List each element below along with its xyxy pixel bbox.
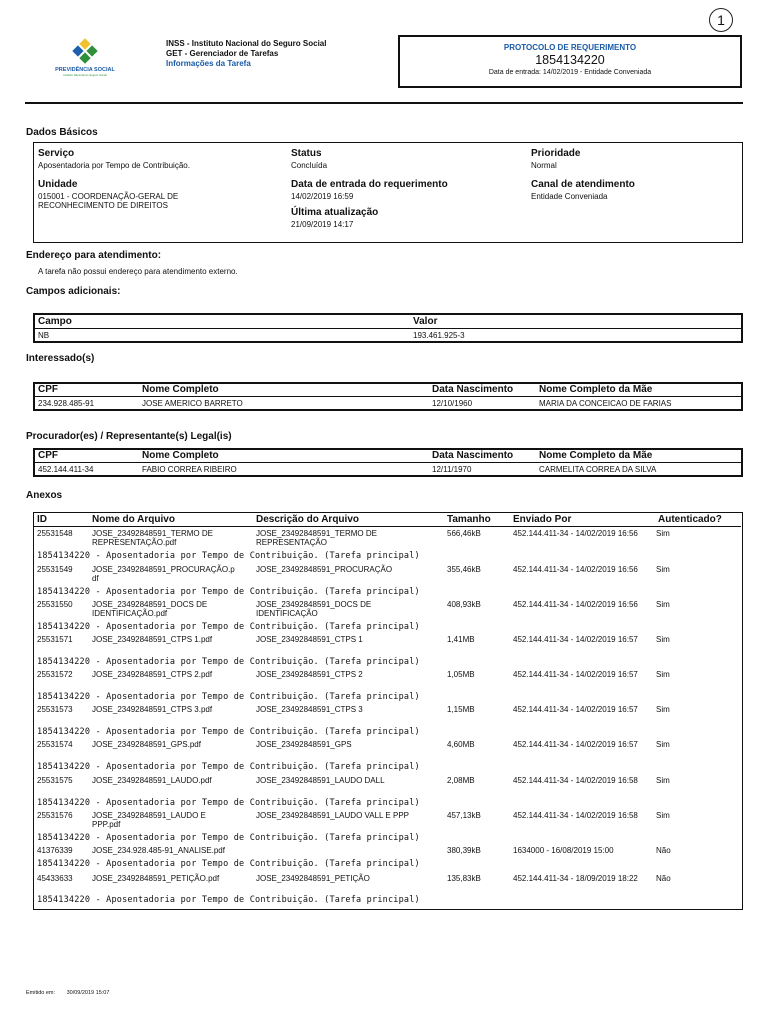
status-value: Concluída [291,161,328,170]
procuradores-table [33,448,743,477]
int-col-nome: Nome Completo [142,384,219,395]
footer-value: 30/09/2019 15:07 [66,990,110,996]
attachment-task-line: 1854134220 - Aposentadoria por Tempo de Contribuição. (Tarefa principal) [37,833,420,843]
attachment-sender: 452.144.411-34 - 14/02/2019 16:58 [513,811,638,820]
attachment-description: JOSE_23492848591_LAUDO DALL [256,776,385,785]
attachment-sender: 452.144.411-34 - 14/02/2019 16:57 [513,635,638,644]
anx-col-autenticado: Autenticado? [658,514,722,525]
attachment-authenticated: Sim [656,740,670,749]
attachment-authenticated: Não [656,846,671,855]
attachment-task-line: 1854134220 - Aposentadoria por Tempo de Contribuição. (Tarefa principal) [37,895,420,905]
protocol-box [398,35,742,88]
attachment-description-cont: REPRESENTAÇÃO [256,538,327,547]
proc-nasc: 12/11/1970 [432,465,472,474]
header-divider [25,102,743,104]
footer [26,990,109,996]
attachment-description: JOSE_23492848591_PROCURAÇÃO [256,565,393,574]
prioridade-label: Prioridade [531,148,581,159]
proc-col-nasc: Data Nascimento [432,450,514,461]
anx-col-tamanho: Tamanho [447,514,491,525]
page-number: 1 [709,8,733,32]
previdencia-logo [48,38,123,78]
proc-cpf: 452.144.411-34 [38,465,94,474]
attachment-description: JOSE_23492848591_LAUDO VALL E PPP [256,811,409,820]
system-name: GET - Gerenciador de Tarefas [166,49,279,58]
attachment-size: 4,60MB [447,740,475,749]
ultima-value: 21/09/2019 14:17 [291,220,354,229]
attachment-task-line: 1854134220 - Aposentadoria por Tempo de Contribuição. (Tarefa principal) [37,657,420,667]
dados-basicos-title: Dados Básicos [26,127,98,138]
attachment-task-line: 1854134220 - Aposentadoria por Tempo de Contribuição. (Tarefa principal) [37,762,420,772]
dados-basicos-box [33,142,743,243]
attachment-filename: JOSE_23492848591_LAUDO E [92,811,206,820]
attachment-size: 1,05MB [447,670,475,679]
attachment-id: 41376339 [37,846,73,855]
campos-col-campo: Campo [38,316,72,327]
unidade-value-2: RECONHECIMENTO DE DIREITOS [38,201,168,210]
campos-header-line [35,328,741,329]
attachment-authenticated: Sim [656,529,670,538]
attachment-sender: 452.144.411-34 - 14/02/2019 16:57 [513,670,638,679]
attachment-sender: 452.144.411-34 - 18/09/2019 18:22 [513,874,638,883]
interessados-table [33,382,743,411]
int-nome: JOSE AMERICO BARRETO [142,399,243,408]
anx-col-desc: Descrição do Arquivo [256,514,359,525]
attachment-sender: 452.144.411-34 - 14/02/2019 16:56 [513,565,638,574]
attachment-task-line: 1854134220 - Aposentadoria por Tempo de Contribuição. (Tarefa principal) [37,859,420,869]
attachment-filename: JOSE_23492848591_CTPS 1.pdf [92,635,213,644]
attachment-id: 25531574 [37,740,73,749]
canal-value: Entidade Conveniada [531,192,608,201]
institute-name: INSS - Instituto Nacional do Seguro Social [166,39,327,48]
attachment-description: JOSE_23492848591_DOCS DE [256,600,372,609]
attachment-size: 135,83kB [447,874,481,883]
attachment-task-line: 1854134220 - Aposentadoria por Tempo de Contribuição. (Tarefa principal) [37,587,420,597]
attachment-id: 25531576 [37,811,73,820]
attachment-filename: JOSE_23492848591_PETIÇÃO.pdf [92,874,220,883]
anx-col-enviado: Enviado Por [513,514,572,525]
attachment-task-line: 1854134220 - Aposentadoria por Tempo de Contribuição. (Tarefa principal) [37,551,420,561]
attachment-filename: JOSE_23492848591_DOCS DE [92,600,208,609]
attachment-size: 566,46kB [447,529,481,538]
attachment-filename: JOSE_23492848591_LAUDO.pdf [92,776,212,785]
int-col-nasc: Data Nascimento [432,384,514,395]
attachment-size: 1,41MB [447,635,475,644]
attachment-task-line: 1854134220 - Aposentadoria por Tempo de Contribuição. (Tarefa principal) [37,622,420,632]
logo-text: PREVIDÊNCIA SOCIAL [55,67,115,73]
attachment-authenticated: Sim [656,776,670,785]
attachment-filename-cont: IDENTIFICAÇÃO.pdf [92,609,168,618]
attachment-size: 1,15MB [447,705,475,714]
attachment-description: JOSE_23492848591_PETIÇÃO [256,874,370,883]
previdencia-logo-icon [48,38,123,78]
attachment-authenticated: Não [656,874,671,883]
attachment-filename: JOSE_23492848591_CTPS 3.pdf [92,705,213,714]
attachment-task-line: 1854134220 - Aposentadoria por Tempo de Contribuição. (Tarefa principal) [37,727,420,737]
attachment-authenticated: Sim [656,600,670,609]
logo-subtext: Instituto Nacional do Seguro Social [63,73,107,77]
proc-header-line [35,462,741,463]
attachment-description-cont: IDENTIFICAÇÃO [256,609,318,618]
attachment-filename-cont: df [92,574,99,583]
attachment-authenticated: Sim [656,811,670,820]
attachment-task-line: 1854134220 - Aposentadoria por Tempo de Contribuição. (Tarefa principal) [37,798,420,808]
attachment-description: JOSE_23492848591_CTPS 2 [256,670,363,679]
status-label: Status [291,148,322,159]
attachment-filename: JOSE_234.928.485-91_ANALISE.pdf [92,846,225,855]
attachment-description: JOSE_23492848591_GPS [256,740,352,749]
attachment-id: 25531575 [37,776,73,785]
protocol-entry: Data de entrada: 14/02/2019 - Entidade Conveniada [488,69,652,76]
anx-col-id: ID [37,514,47,525]
attachment-authenticated: Sim [656,565,670,574]
attachment-sender: 452.144.411-34 - 14/02/2019 16:57 [513,705,638,714]
int-cpf: 234.928.485-91 [38,399,95,408]
attachment-id: 25531548 [37,529,73,538]
attachment-size: 2,08MB [447,776,475,785]
campos-valor-value: 193.461.925-3 [413,331,465,340]
ultima-label: Última atualização [291,207,379,218]
proc-col-mae: Nome Completo da Mãe [539,450,653,461]
attachment-description: JOSE_23492848591_CTPS 1 [256,635,363,644]
section-title: Informações da Tarefa [166,59,251,68]
attachment-authenticated: Sim [656,705,670,714]
attachment-size: 355,46kB [447,565,481,574]
campos-box [33,313,743,343]
int-mae: MARIA DA CONCEICAO DE FARIAS [539,399,672,408]
attachment-id: 45433633 [37,874,73,883]
servico-label: Serviço [38,148,75,159]
campos-campo-value: NB [38,331,50,340]
endereco-text: A tarefa não possui endereço para atendimento externo. [38,267,238,276]
attachment-authenticated: Sim [656,635,670,644]
attachment-filename: JOSE_23492848591_TERMO DE [92,529,213,538]
attachment-filename: JOSE_23492848591_PROCURAÇÃO.p [92,565,235,574]
data-entrada-value: 14/02/2019 16:59 [291,192,354,201]
attachment-authenticated: Sim [656,670,670,679]
anexos-table [33,512,743,910]
attachment-description: JOSE_23492848591_CTPS 3 [256,705,363,714]
attachment-size: 380,39kB [447,846,481,855]
anexos-title: Anexos [26,490,63,501]
proc-col-nome: Nome Completo [142,450,219,461]
attachment-size: 457,13kB [447,811,481,820]
attachment-filename-cont: REPRESENTAÇÃO.pdf [92,538,177,547]
footer-label: Emitido em: [26,990,56,996]
proc-col-cpf: CPF [38,450,58,461]
prioridade-value: Normal [531,161,557,170]
attachment-description: JOSE_23492848591_TERMO DE [256,529,377,538]
campos-title: Campos adicionais: [26,286,121,297]
attachment-id: 25531571 [37,635,73,644]
proc-nome: FABIO CORREA RIBEIRO [142,465,237,474]
servico-value: Aposentadoria por Tempo de Contribuição. [38,161,190,170]
procuradores-title: Procurador(es) / Representante(s) Legal(is) [26,431,232,442]
anx-col-nome: Nome do Arquivo [92,514,175,525]
attachment-filename: JOSE_23492848591_CTPS 2.pdf [92,670,213,679]
attachment-id: 25531550 [37,600,73,609]
unidade-label: Unidade [38,179,78,190]
anx-header-line [34,526,741,527]
attachment-sender: 452.144.411-34 - 14/02/2019 16:57 [513,740,638,749]
int-header-line [35,396,741,397]
attachment-filename: JOSE_23492848591_GPS.pdf [92,740,201,749]
attachment-id: 25531573 [37,705,73,714]
attachment-size: 408,93kB [447,600,481,609]
protocol-number: 1854134220 [535,53,605,67]
interessados-title: Interessado(s) [26,353,95,364]
unidade-value-1: 015001 - COORDENAÇÃO-GERAL DE [38,192,179,201]
attachment-sender: 1634000 - 16/08/2019 15:00 [513,846,614,855]
int-nasc: 12/10/1960 [432,399,473,408]
attachment-task-line: 1854134220 - Aposentadoria por Tempo de Contribuição. (Tarefa principal) [37,692,420,702]
canal-label: Canal de atendimento [531,179,635,190]
int-col-mae: Nome Completo da Mãe [539,384,653,395]
data-entrada-label: Data de entrada do requerimento [291,179,448,190]
protocol-label: PROTOCOLO DE REQUERIMENTO [503,43,637,52]
int-col-cpf: CPF [38,384,58,395]
attachment-id: 25531549 [37,565,73,574]
attachment-sender: 452.144.411-34 - 14/02/2019 16:56 [513,600,638,609]
attachment-sender: 452.144.411-34 - 14/02/2019 16:56 [513,529,638,538]
endereco-title: Endereço para atendimento: [26,250,162,261]
campos-col-valor: Valor [413,316,438,327]
attachment-id: 25531572 [37,670,73,679]
proc-mae: CARMELITA CORREA DA SILVA [539,465,657,474]
attachment-filename-cont: PPP.pdf [92,820,121,829]
attachment-sender: 452.144.411-34 - 14/02/2019 16:58 [513,776,638,785]
